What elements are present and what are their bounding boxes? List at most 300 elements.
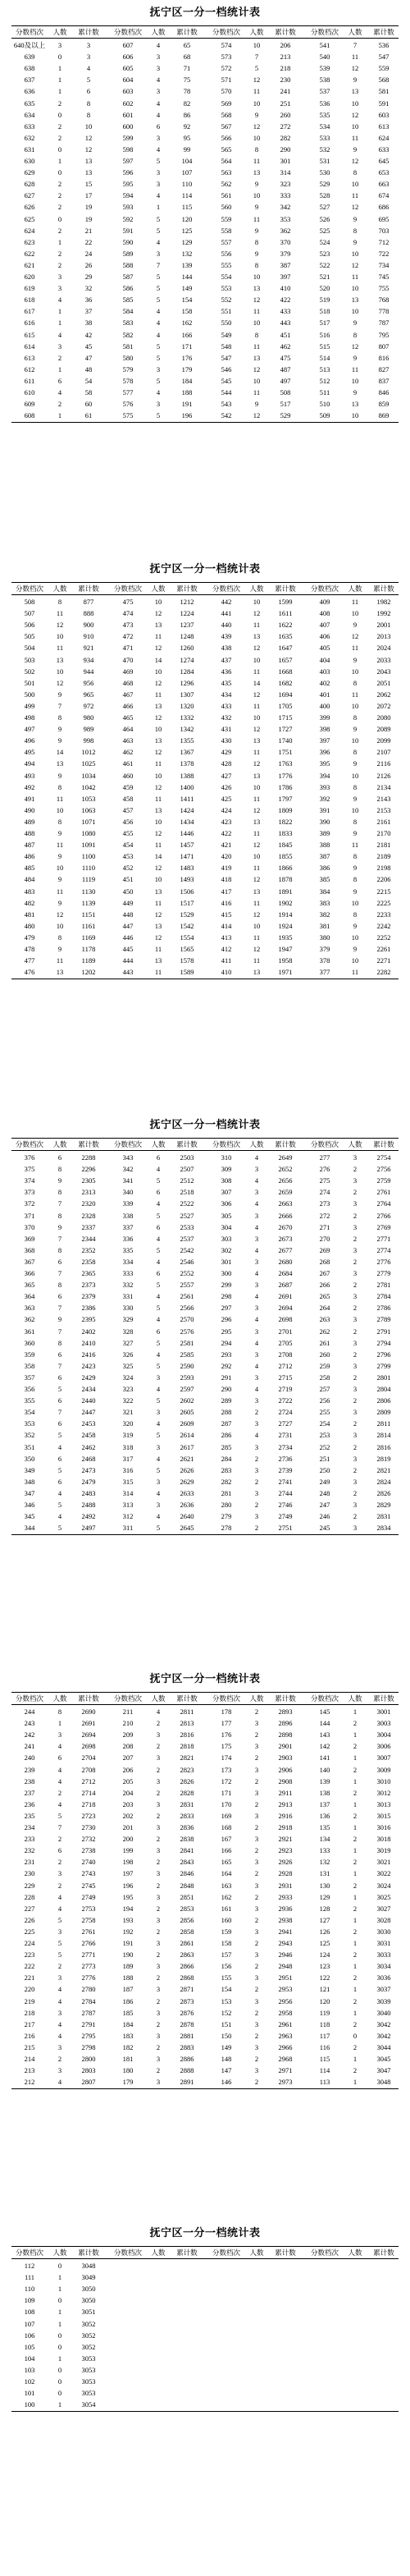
cumulative-cell: 2698 — [278, 1315, 293, 1324]
count-cell: 3 — [156, 1730, 161, 1739]
count-cell: 10 — [253, 921, 261, 930]
score-cell: 359 — [24, 1350, 35, 1359]
cumulative-cell: 2789 — [376, 1315, 391, 1324]
count-cell: 3 — [254, 1350, 259, 1359]
cumulative-cell: 2829 — [376, 1501, 391, 1509]
cumulative-cell: 695 — [378, 214, 390, 223]
cumulative-cell: 1411 — [180, 794, 194, 803]
score-cell: 580 — [122, 353, 134, 362]
cumulative-cell: 3 — [86, 53, 91, 62]
score-cell: 132 — [319, 1858, 330, 1867]
score-cell: 486 — [24, 852, 35, 861]
header-rule — [11, 1704, 399, 1705]
count-cell: 4 — [57, 1765, 62, 1774]
count-cell: 3 — [353, 1477, 358, 1486]
count-cell: 7 — [57, 1408, 62, 1417]
count-cell: 2 — [254, 1524, 259, 1533]
score-cell: 170 — [221, 1799, 232, 1808]
cumulative-cell: 3021 — [376, 1858, 391, 1867]
cumulative-cell: 2876 — [180, 2008, 194, 2017]
count-cell: 8 — [57, 1338, 62, 1347]
cumulative-cell: 2656 — [278, 1176, 293, 1185]
count-cell: 2 — [353, 2066, 358, 2075]
cumulative-cell: 1705 — [278, 701, 293, 710]
cumulative-cell: 71 — [183, 64, 191, 73]
score-cell: 395 — [319, 759, 330, 768]
cumulative-cell: 301 — [280, 157, 291, 165]
count-cell: 3 — [254, 1419, 259, 1428]
cumulative-cell: 2621 — [180, 1454, 194, 1463]
count-cell: 14 — [154, 852, 162, 861]
count-cell: 10 — [351, 898, 359, 907]
count-cell: 11 — [253, 667, 261, 676]
count-cell: 5 — [57, 1915, 62, 1924]
score-cell: 402 — [319, 678, 330, 687]
count-cell: 2 — [57, 1962, 62, 1971]
count-cell: 3 — [57, 41, 62, 49]
score-cell: 157 — [221, 1950, 232, 1960]
cumulative-cell: 1763 — [278, 759, 293, 768]
score-cell: 210 — [122, 1719, 134, 1728]
score-cell: 301 — [221, 1257, 232, 1266]
count-cell: 12 — [154, 644, 162, 653]
score-cell: 235 — [24, 1811, 35, 1820]
cumulative-cell: 3001 — [376, 1707, 391, 1716]
count-cell: 13 — [253, 887, 261, 896]
score-cell: 278 — [221, 1524, 232, 1533]
score-cell: 228 — [24, 1892, 35, 1901]
cumulative-cell: 1446 — [180, 829, 194, 837]
cumulative-cell: 2908 — [278, 1776, 293, 1785]
score-cell: 452 — [122, 864, 134, 873]
count-cell: 2 — [254, 2008, 259, 2017]
cumulative-cell: 272 — [280, 121, 291, 131]
score-cell: 300 — [221, 1269, 232, 1277]
score-table — [11, 2247, 399, 2412]
count-cell: 11 — [253, 341, 261, 351]
count-cell: 6 — [156, 1188, 161, 1197]
count-cell: 6 — [57, 1153, 62, 1162]
count-cell: 2 — [353, 1257, 358, 1266]
score-cell: 320 — [122, 1419, 134, 1428]
score-cell: 120 — [319, 1996, 330, 2005]
score-cell: 520 — [319, 284, 330, 293]
count-cell: 3 — [353, 1338, 358, 1347]
cumulative-cell: 1178 — [81, 945, 96, 953]
cumulative-cell: 1457 — [180, 841, 194, 850]
cumulative-cell: 2225 — [376, 898, 391, 907]
score-cell: 377 — [319, 968, 330, 977]
cumulative-cell: 1694 — [278, 690, 293, 699]
score-cell: 616 — [24, 319, 35, 328]
score-cell: 556 — [221, 249, 232, 258]
score-cell: 161 — [221, 1904, 232, 1913]
score-cell: 108 — [24, 2308, 35, 2317]
score-cell: 589 — [122, 249, 134, 258]
score-cell: 447 — [122, 921, 134, 930]
score-cell: 500 — [24, 690, 35, 699]
score-cell: 365 — [24, 1281, 35, 1290]
count-cell: 4 — [156, 1315, 161, 1324]
count-cell: 10 — [253, 655, 261, 664]
header-cell: 累计数 — [176, 2248, 198, 2257]
score-cell: 389 — [319, 829, 330, 837]
count-cell: 11 — [253, 794, 261, 803]
count-cell: 10 — [351, 376, 359, 385]
score-cell: 476 — [24, 968, 35, 977]
score-cell: 216 — [24, 2031, 35, 2040]
count-cell: 1 — [57, 87, 62, 96]
score-cell: 504 — [24, 644, 35, 653]
header-cell: 累计数 — [275, 1694, 296, 1703]
score-cell: 262 — [319, 1327, 330, 1336]
header-cell: 人数 — [249, 1694, 264, 1703]
cumulative-cell: 2181 — [376, 841, 391, 850]
count-cell: 2 — [353, 1304, 358, 1313]
count-cell: 8 — [57, 713, 62, 722]
score-cell: 187 — [122, 1985, 134, 1994]
count-cell: 10 — [351, 956, 359, 965]
count-cell: 8 — [254, 330, 259, 339]
score-cell: 610 — [24, 388, 35, 396]
cumulative-cell: 68 — [183, 53, 191, 62]
cumulative-cell: 1599 — [278, 598, 293, 606]
count-cell: 4 — [57, 1776, 62, 1785]
cumulative-cell: 1622 — [278, 621, 293, 630]
count-cell: 3 — [156, 1776, 161, 1785]
count-cell: 10 — [253, 41, 261, 49]
score-cell: 112 — [24, 2262, 35, 2270]
cumulative-cell: 2670 — [278, 1222, 293, 1231]
count-cell: 9 — [353, 655, 358, 664]
count-cell: 3 — [353, 1176, 358, 1185]
cumulative-cell: 149 — [181, 284, 193, 293]
cumulative-cell: 734 — [378, 260, 390, 269]
cumulative-cell: 2161 — [376, 817, 391, 826]
count-cell: 3 — [254, 2066, 259, 2075]
cumulative-cell: 934 — [83, 655, 94, 664]
count-cell: 9 — [353, 214, 358, 223]
count-cell: 3 — [353, 1199, 358, 1208]
count-cell: 2 — [353, 1858, 358, 1867]
cumulative-cell: 2843 — [180, 1858, 194, 1867]
count-cell: 2 — [254, 1776, 259, 1785]
header-cell: 人数 — [151, 2248, 166, 2257]
cumulative-cell: 2730 — [81, 1823, 96, 1831]
score-cell: 603 — [122, 87, 134, 96]
score-cell: 530 — [319, 168, 330, 177]
count-cell: 0 — [57, 110, 62, 119]
count-cell: 11 — [154, 632, 162, 641]
score-cell: 230 — [24, 1869, 35, 1878]
header-cell: 分数档次 — [113, 1694, 142, 1703]
score-cell: 126 — [319, 1927, 330, 1936]
count-cell: 4 — [254, 1315, 259, 1324]
cumulative-cell: 54 — [84, 376, 93, 385]
header-cell: 人数 — [52, 584, 67, 593]
cumulative-cell: 397 — [280, 273, 291, 281]
cumulative-cell: 2715 — [278, 1373, 293, 1382]
cumulative-cell: 2590 — [180, 1361, 194, 1370]
count-cell: 11 — [253, 621, 261, 630]
count-cell: 5 — [156, 1524, 161, 1533]
count-cell: 9 — [353, 76, 358, 85]
score-cell: 599 — [122, 133, 134, 142]
cumulative-cell: 2821 — [180, 1753, 194, 1762]
count-cell: 10 — [351, 99, 359, 108]
score-cell: 122 — [319, 1973, 330, 1982]
count-cell: 7 — [57, 701, 62, 710]
cumulative-cell: 2819 — [376, 1454, 391, 1463]
score-cell: 295 — [221, 1327, 232, 1336]
count-cell: 2 — [156, 1835, 161, 1844]
cumulative-cell: 703 — [378, 226, 390, 235]
table-header — [11, 2247, 399, 2258]
cumulative-cell: 581 — [378, 87, 390, 96]
score-cell: 252 — [319, 1442, 330, 1451]
cumulative-cell: 2626 — [180, 1465, 194, 1474]
score-cell: 364 — [24, 1292, 35, 1301]
cumulative-cell: 2813 — [180, 1719, 194, 1728]
count-cell: 2 — [353, 1465, 358, 1474]
count-cell: 2 — [57, 133, 62, 142]
score-cell: 342 — [122, 1165, 134, 1174]
cumulative-cell: 12 — [84, 133, 93, 142]
score-cell: 317 — [122, 1454, 134, 1463]
score-cell: 280 — [221, 1501, 232, 1509]
count-cell: 0 — [57, 2389, 62, 2398]
cumulative-cell: 3025 — [376, 1892, 391, 1901]
count-cell: 2 — [57, 121, 62, 131]
count-cell: 4 — [156, 76, 161, 85]
count-cell: 0 — [57, 2262, 62, 2270]
count-cell: 2 — [254, 1454, 259, 1463]
score-cell: 626 — [24, 203, 35, 212]
cumulative-cell: 1647 — [278, 644, 293, 653]
score-cell: 129 — [319, 1892, 330, 1901]
count-cell: 10 — [351, 121, 359, 131]
cumulative-cell: 36 — [84, 296, 93, 305]
count-cell: 1 — [57, 2308, 62, 2317]
count-cell: 13 — [253, 632, 261, 641]
count-cell: 2 — [57, 249, 62, 258]
score-cell: 110 — [24, 2285, 35, 2294]
score-cell: 369 — [24, 1234, 35, 1243]
count-cell: 1 — [353, 1799, 358, 1808]
score-cell: 544 — [221, 388, 232, 396]
cumulative-cell: 2738 — [81, 1846, 96, 1855]
score-cell: 162 — [221, 1892, 232, 1901]
score-cell: 232 — [24, 1846, 35, 1855]
cumulative-cell: 2744 — [278, 1488, 293, 1497]
cumulative-cell: 2570 — [180, 1315, 194, 1324]
cumulative-cell: 132 — [181, 249, 193, 258]
count-cell: 0 — [57, 53, 62, 62]
count-cell: 8 — [353, 852, 358, 861]
count-cell: 10 — [253, 99, 261, 108]
table-bottom-rule — [11, 422, 399, 423]
cumulative-cell: 1715 — [278, 713, 293, 722]
score-cell: 605 — [122, 64, 134, 73]
score-cell: 371 — [24, 1211, 35, 1220]
score-cell: 527 — [319, 203, 330, 212]
cumulative-cell: 2718 — [81, 1799, 96, 1808]
cumulative-cell: 3 — [86, 41, 91, 49]
count-cell: 11 — [56, 841, 64, 850]
count-cell: 1 — [57, 2400, 62, 2409]
cumulative-cell: 2712 — [81, 1776, 96, 1785]
count-cell: 10 — [56, 864, 64, 873]
count-cell: 0 — [57, 2331, 62, 2340]
cumulative-cell: 2719 — [278, 1385, 293, 1393]
cumulative-cell: 1797 — [278, 794, 293, 803]
count-cell: 6 — [57, 1257, 62, 1266]
cumulative-cell: 1878 — [278, 875, 293, 884]
cumulative-cell: 2921 — [278, 1835, 293, 1844]
score-cell: 181 — [122, 2055, 134, 2063]
score-cell: 446 — [122, 933, 134, 942]
cumulative-cell: 989 — [83, 725, 94, 734]
count-cell: 5 — [156, 1396, 161, 1405]
score-cell: 257 — [319, 1385, 330, 1393]
cumulative-cell: 196 — [181, 411, 193, 420]
score-table — [11, 583, 399, 979]
score-cell: 361 — [24, 1327, 35, 1336]
cumulative-cell: 1682 — [278, 678, 293, 687]
score-cell: 581 — [122, 341, 134, 351]
count-cell: 9 — [57, 1176, 62, 1185]
cumulative-cell: 2690 — [81, 1707, 96, 1716]
cumulative-cell: 2731 — [278, 1431, 293, 1440]
cumulative-cell: 1378 — [180, 759, 194, 768]
count-cell: 4 — [254, 1338, 259, 1347]
score-cell: 224 — [24, 1939, 35, 1947]
count-cell: 13 — [253, 968, 261, 977]
count-cell: 2 — [254, 1730, 259, 1739]
score-cell: 396 — [319, 748, 330, 757]
count-cell: 10 — [253, 319, 261, 328]
score-cell: 450 — [122, 887, 134, 896]
cumulative-cell: 2846 — [180, 1869, 194, 1878]
header-cell: 人数 — [249, 2248, 264, 2257]
count-cell: 11 — [154, 968, 162, 977]
count-cell: 1 — [353, 1707, 358, 1716]
count-cell: 4 — [156, 99, 161, 108]
score-cell: 172 — [221, 1776, 232, 1785]
count-cell: 12 — [253, 945, 261, 953]
cumulative-cell: 755 — [378, 284, 390, 293]
count-cell: 12 — [56, 910, 64, 919]
score-cell: 149 — [221, 2042, 232, 2051]
count-cell: 2 — [254, 1477, 259, 1486]
score-cell: 207 — [122, 1753, 134, 1762]
score-cell: 106 — [24, 2331, 35, 2340]
cumulative-cell: 125 — [181, 226, 193, 235]
cumulative-cell: 26 — [84, 260, 93, 269]
score-cell: 352 — [24, 1431, 35, 1440]
count-cell: 9 — [57, 690, 62, 699]
count-cell: 3 — [57, 284, 62, 293]
score-cell: 362 — [24, 1315, 35, 1324]
count-cell: 2 — [57, 400, 62, 409]
cumulative-cell: 162 — [181, 319, 193, 328]
score-cell: 429 — [221, 748, 232, 757]
score-cell: 182 — [122, 2042, 134, 2051]
count-cell: 11 — [253, 214, 261, 223]
cumulative-cell: 1130 — [81, 887, 96, 896]
score-cell: 248 — [319, 1488, 330, 1497]
score-cell: 508 — [24, 598, 35, 606]
score-cell: 238 — [24, 1776, 35, 1785]
cumulative-cell: 251 — [280, 99, 291, 108]
count-cell: 13 — [253, 284, 261, 293]
count-cell: 12 — [154, 678, 162, 687]
cumulative-cell: 2773 — [81, 1962, 96, 1971]
count-cell: 11 — [154, 841, 162, 850]
cumulative-cell: 387 — [280, 260, 291, 269]
count-cell: 8 — [353, 330, 358, 339]
score-cell: 197 — [122, 1869, 134, 1878]
score-cell: 584 — [122, 307, 134, 316]
score-cell: 291 — [221, 1373, 232, 1382]
count-cell: 3 — [353, 1431, 358, 1440]
score-cell: 306 — [221, 1199, 232, 1208]
score-cell: 428 — [221, 759, 232, 768]
count-cell: 6 — [57, 1454, 62, 1463]
score-cell: 639 — [24, 53, 35, 62]
score-cell: 337 — [122, 1222, 134, 1231]
score-cell: 456 — [122, 817, 134, 826]
cumulative-cell: 3042 — [376, 2019, 391, 2028]
count-cell: 2 — [353, 1719, 358, 1728]
score-cell: 445 — [122, 945, 134, 953]
score-cell: 219 — [24, 1996, 35, 2005]
score-cell: 169 — [221, 1811, 232, 1820]
score-cell: 358 — [24, 1361, 35, 1370]
cumulative-cell: 2659 — [278, 1188, 293, 1197]
cumulative-cell: 3012 — [376, 1788, 391, 1797]
count-cell: 9 — [353, 319, 358, 328]
cumulative-cell: 2488 — [81, 1501, 96, 1509]
cumulative-cell: 497 — [280, 376, 291, 385]
count-cell: 12 — [351, 260, 359, 269]
cumulative-cell: 2861 — [180, 1939, 194, 1947]
count-cell: 2 — [353, 1327, 358, 1336]
score-cell: 304 — [221, 1222, 232, 1231]
count-cell: 9 — [353, 388, 358, 396]
cumulative-cell: 653 — [378, 168, 390, 177]
cumulative-cell: 3053 — [81, 2365, 96, 2374]
cumulative-cell: 3045 — [376, 2055, 391, 2063]
cumulative-cell: 2462 — [81, 1442, 96, 1451]
score-cell: 140 — [319, 1765, 330, 1774]
cumulative-cell: 3015 — [376, 1811, 391, 1820]
cumulative-cell: 1635 — [278, 632, 293, 641]
cumulative-cell: 3027 — [376, 1904, 391, 1913]
count-cell: 11 — [351, 53, 359, 62]
score-cell: 468 — [122, 678, 134, 687]
score-cell: 310 — [221, 1153, 232, 1162]
cumulative-cell: 2764 — [376, 1199, 391, 1208]
score-cell: 241 — [24, 1742, 35, 1751]
cumulative-cell: 2566 — [180, 1304, 194, 1313]
count-cell: 2 — [156, 1742, 161, 1751]
count-cell: 14 — [56, 748, 64, 757]
cumulative-cell: 166 — [181, 330, 193, 339]
count-cell: 2 — [254, 1501, 259, 1509]
table-header — [11, 1693, 399, 1704]
score-cell: 326 — [122, 1350, 134, 1359]
